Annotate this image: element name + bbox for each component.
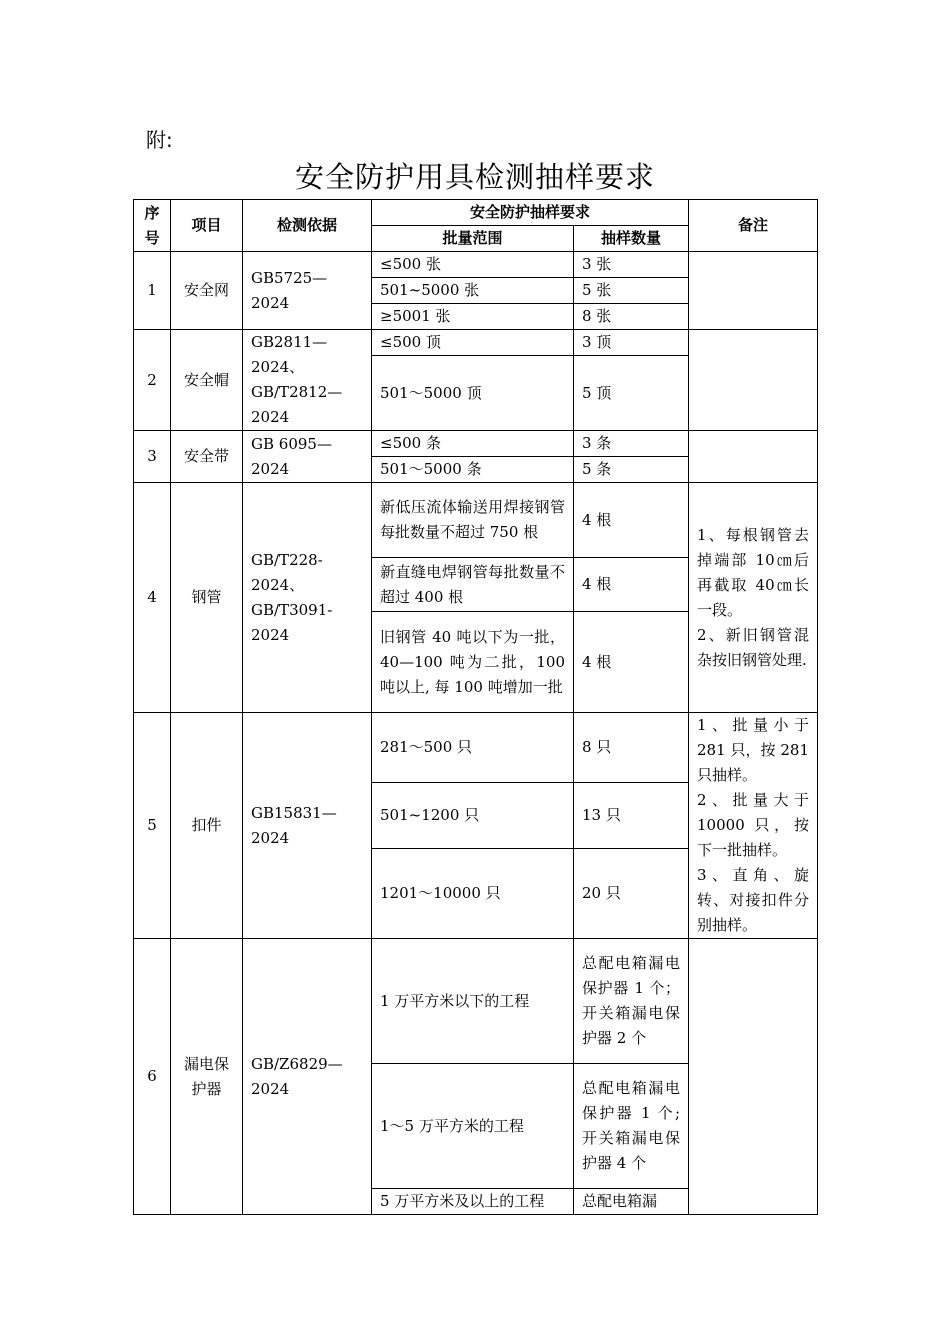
row1-basis: GB5725—2024 (243, 252, 372, 330)
row4-item: 钢管 (171, 483, 243, 713)
row4-qty-3: 4 根 (574, 612, 689, 713)
row3-qty-2: 5 条 (574, 457, 689, 483)
row4-remark-2: 2、新旧钢管混杂按旧钢管处理. (697, 625, 810, 669)
row4-no: 4 (134, 483, 171, 713)
row4-remark-1: 1、每根钢管去掉端部 10㎝后再截取 40㎝长一段。 (697, 525, 810, 619)
row5-range-2: 501~1200 只 (372, 783, 574, 848)
row3-remark (689, 431, 818, 483)
row1-range-2: 501~5000 张 (372, 278, 574, 304)
row1-qty-2: 5 张 (574, 278, 689, 304)
header-range: 批量范围 (372, 226, 574, 252)
row6-range-2: 1～5 万平方米的工程 (372, 1064, 574, 1189)
row6-qty-3: 总配电箱漏 (574, 1189, 689, 1215)
row4-range-2: 新直缝电焊钢管每批数量不超过 400 根 (372, 558, 574, 612)
row1-item: 安全网 (171, 252, 243, 330)
row4-range-1: 新低压流体输送用焊接钢管每批数量不超过 750 根 (372, 483, 574, 558)
row2-remark (689, 330, 818, 431)
row1-range-3: ≥5001 张 (372, 304, 574, 330)
row2-no: 2 (134, 330, 171, 431)
row1-remark (689, 252, 818, 330)
row5-remark-2: 2、批量大于 10000 只，按下一批抽样。 (697, 791, 810, 859)
page-title: 安全防护用具检测抽样要求 (294, 160, 655, 194)
row3-range-1: ≤500 条 (372, 431, 574, 457)
row2-range-2: 501～5000 顶 (372, 356, 574, 431)
row6-range-1: 1 万平方米以下的工程 (372, 939, 574, 1064)
row6-remark (689, 939, 818, 1215)
row2-item: 安全帽 (171, 330, 243, 431)
row3-range-2: 501～5000 条 (372, 457, 574, 483)
row3-qty-1: 3 条 (574, 431, 689, 457)
row5-qty-1: 8 只 (574, 713, 689, 783)
header-basis: 检测依据 (243, 200, 372, 252)
row2-basis: GB2811—2024、GB/T2812—2024 (243, 330, 372, 431)
row1-qty-1: 3 张 (574, 252, 689, 278)
header-no: 序号 (134, 200, 171, 252)
row3-no: 3 (134, 431, 171, 483)
row5-basis: GB15831—2024 (243, 713, 372, 939)
row4-qty-1: 4 根 (574, 483, 689, 558)
row1-no: 1 (134, 252, 171, 330)
row5-remark (689, 713, 818, 939)
row5-no: 5 (134, 713, 171, 939)
row6-item: 漏电保护器 (171, 939, 243, 1215)
row5-item: 扣件 (171, 713, 243, 939)
header-qty: 抽样数量 (574, 226, 689, 252)
row6-qty-2: 总配电箱漏电保护器 1 个;开关箱漏电保护器 4 个 (574, 1064, 689, 1189)
row3-item: 安全带 (171, 431, 243, 483)
row6-no: 6 (134, 939, 171, 1215)
row1-range-1: ≤500 张 (372, 252, 574, 278)
row4-basis: GB/T228-2024、GB/T3091-2024 (243, 483, 372, 713)
row6-range-3: 5 万平方米及以上的工程 (372, 1189, 574, 1215)
sampling-table (133, 199, 818, 1215)
row3-basis: GB 6095—2024 (243, 431, 372, 483)
row6-qty-1: 总配电箱漏电保护器 1 个；开关箱漏电保护器 2 个 (574, 939, 689, 1064)
row5-range-3: 1201～10000 只 (372, 848, 574, 938)
row5-qty-2: 13 只 (574, 783, 689, 848)
row5-remark-3: 3、直角、旋转、对接扣件分别抽样。 (697, 866, 810, 934)
row4-qty-2: 4 根 (574, 558, 689, 612)
row1-qty-3: 8 张 (574, 304, 689, 330)
row5-range-1: 281～500 只 (372, 713, 574, 783)
prefix-label: 附: (146, 128, 173, 152)
header-remark: 备注 (689, 200, 818, 252)
row2-qty-1: 3 顶 (574, 330, 689, 356)
row5-remark-1: 1、批量小于 281 只，按 281 只抽样。 (697, 716, 810, 784)
row5-qty-3: 20 只 (574, 848, 689, 938)
header-sampling: 安全防护抽样要求 (372, 200, 689, 226)
header-item: 项目 (171, 200, 243, 252)
row2-qty-2: 5 顶 (574, 356, 689, 431)
row4-remark (689, 483, 818, 713)
row2-range-1: ≤500 顶 (372, 330, 574, 356)
row6-basis: GB/Z6829—2024 (243, 939, 372, 1215)
row4-range-3: 旧钢管 40 吨以下为一批，40—100 吨为二批，100 吨以上, 每 100 吨增加一批 (372, 612, 574, 713)
